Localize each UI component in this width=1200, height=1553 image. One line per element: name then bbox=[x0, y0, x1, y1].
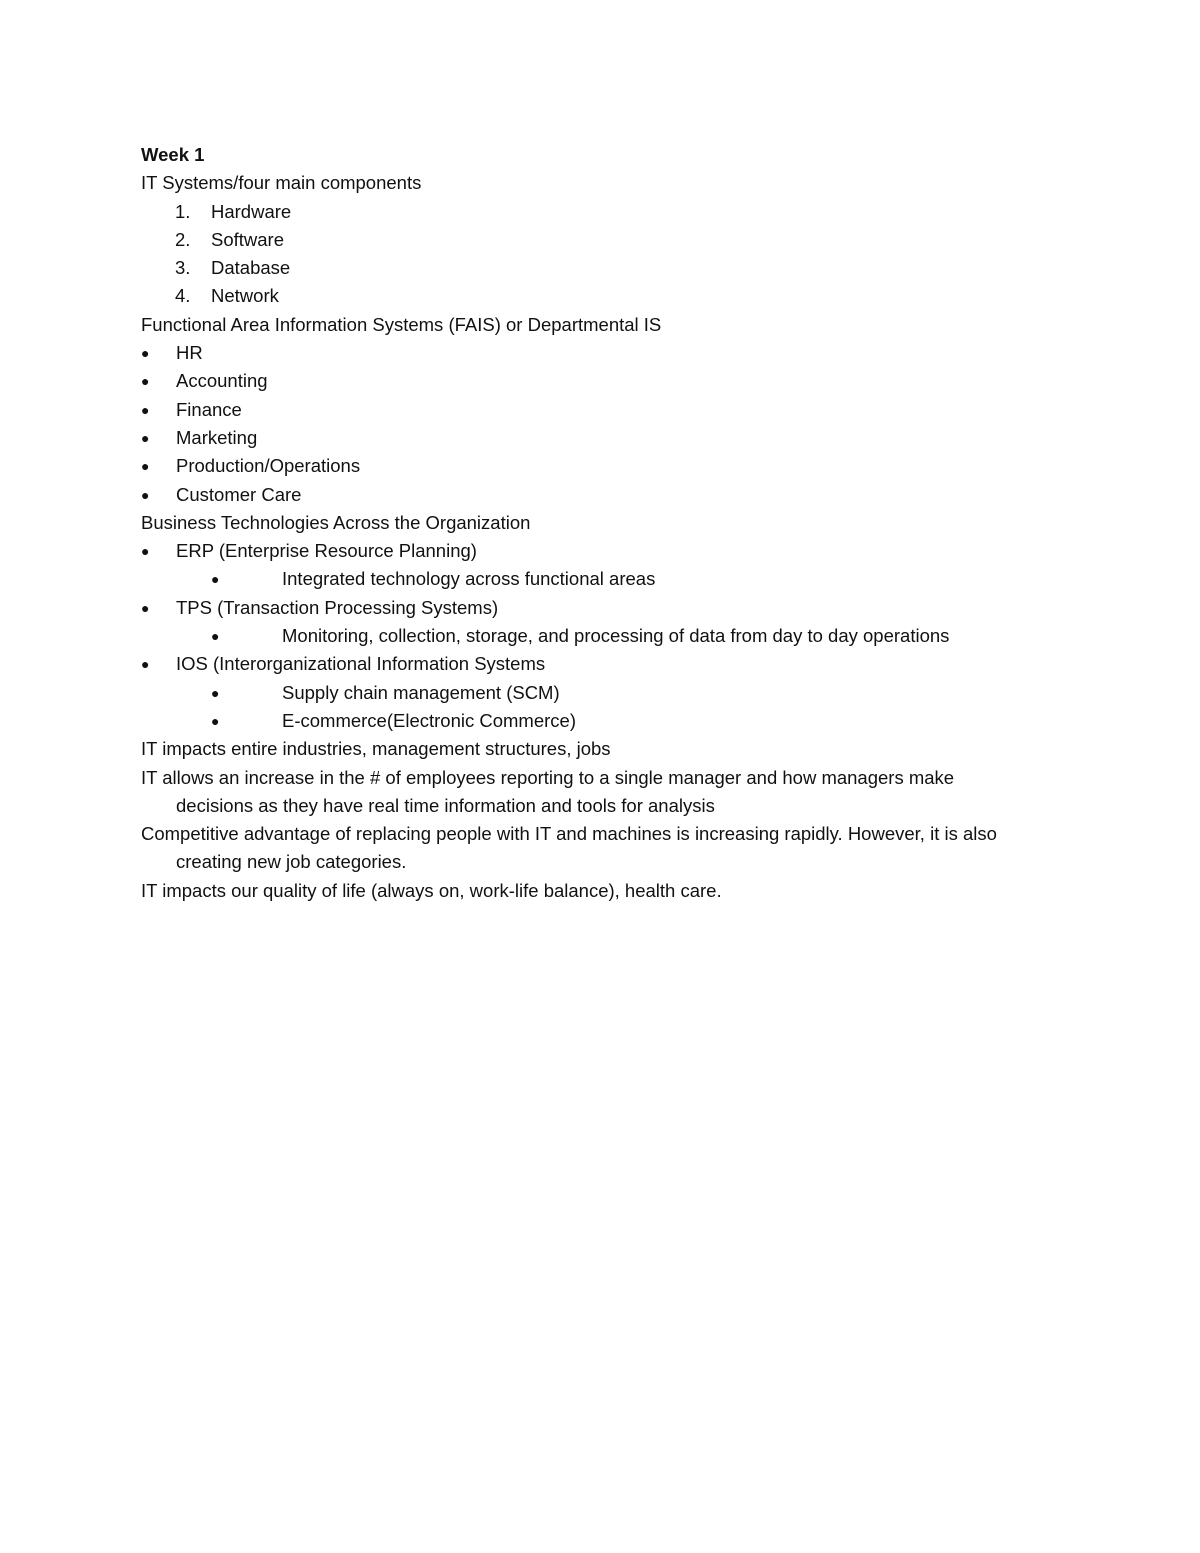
bullet-icon: ● bbox=[211, 712, 220, 729]
bullet-item bbox=[141, 650, 1071, 678]
paragraph-continuation: decisions as they have real time information and tools for analysis bbox=[176, 794, 715, 816]
sub-bullet-text: Integrated technology across functional areas bbox=[282, 568, 656, 590]
paragraph-continuation: creating new job categories. bbox=[176, 851, 407, 873]
list-number: 1. bbox=[175, 200, 191, 222]
bullet-icon: ● bbox=[141, 599, 150, 616]
list-item-text: Database bbox=[211, 257, 291, 279]
numbered-item bbox=[141, 226, 1071, 254]
week-heading: Week 1 bbox=[141, 144, 205, 165]
bullet-text: ERP (Enterprise Resource Planning) bbox=[176, 540, 477, 562]
bullet-item bbox=[141, 452, 1071, 480]
bullet-text: Production/Operations bbox=[176, 455, 361, 477]
bullet-icon: ● bbox=[211, 628, 220, 645]
bullet-icon: ● bbox=[141, 486, 150, 503]
numbered-item bbox=[141, 198, 1071, 226]
bullet-icon: ● bbox=[211, 684, 220, 701]
bullet-icon: ● bbox=[141, 543, 150, 560]
bullet-icon: ● bbox=[141, 373, 150, 390]
bullet-icon: ● bbox=[141, 656, 150, 673]
bullet-icon: ● bbox=[211, 571, 220, 588]
bullet-item bbox=[141, 367, 1071, 395]
bullet-item bbox=[141, 481, 1071, 509]
bullet-item bbox=[141, 424, 1071, 452]
bullet-item bbox=[141, 537, 1071, 565]
list-item-text: Software bbox=[211, 228, 285, 250]
fais-title: Functional Area Information Systems (FAIS) or Departmental IS bbox=[141, 313, 662, 335]
list-number: 3. bbox=[175, 257, 191, 279]
list-item-text: Hardware bbox=[211, 200, 292, 222]
bullet-text: Accounting bbox=[176, 370, 268, 392]
paragraph: IT impacts entire industries, management structures, jobs bbox=[141, 738, 611, 760]
sub-bullet-text: Supply chain management (SCM) bbox=[282, 681, 560, 703]
sub-bullet-item bbox=[141, 622, 1071, 650]
bullet-text: Customer Care bbox=[176, 483, 302, 505]
numbered-item bbox=[141, 254, 1071, 282]
bullet-item bbox=[141, 594, 1071, 622]
bullet-text: Marketing bbox=[176, 426, 258, 448]
bullet-text: HR bbox=[176, 342, 203, 364]
bullet-item bbox=[141, 339, 1071, 367]
numbered-item bbox=[141, 282, 1071, 310]
sub-bullet-item bbox=[141, 707, 1071, 735]
bullet-icon: ● bbox=[141, 458, 150, 475]
sub-bullet-item bbox=[141, 679, 1071, 707]
bullet-text: Finance bbox=[176, 398, 242, 420]
document-content bbox=[141, 141, 1071, 905]
business-title: Business Technologies Across the Organization bbox=[141, 511, 531, 533]
bullet-item bbox=[141, 396, 1071, 424]
bullet-icon: ● bbox=[141, 345, 150, 362]
bullet-icon: ● bbox=[141, 429, 150, 446]
components-title: IT Systems/four main components bbox=[141, 172, 422, 194]
list-number: 4. bbox=[175, 285, 191, 307]
list-number: 2. bbox=[175, 228, 191, 250]
paragraph: IT allows an increase in the # of employees reporting to a single manager and how managers make bbox=[141, 766, 955, 788]
bullet-text: TPS (Transaction Processing Systems) bbox=[176, 596, 499, 618]
paragraph: IT impacts our quality of life (always on, work-life balance), health care. bbox=[141, 879, 722, 901]
sub-bullet-item bbox=[141, 565, 1071, 593]
sub-bullet-text: E-commerce(Electronic Commerce) bbox=[282, 709, 576, 731]
list-item-text: Network bbox=[211, 285, 279, 307]
paragraph: Competitive advantage of replacing people with IT and machines is increasing rapidly. However, it is also bbox=[141, 823, 997, 845]
sub-bullet-text: Monitoring, collection, storage, and processing of data from day to day operations bbox=[282, 625, 950, 647]
bullet-icon: ● bbox=[141, 401, 150, 418]
bullet-text: IOS (Interorganizational Information Systems bbox=[176, 653, 546, 675]
